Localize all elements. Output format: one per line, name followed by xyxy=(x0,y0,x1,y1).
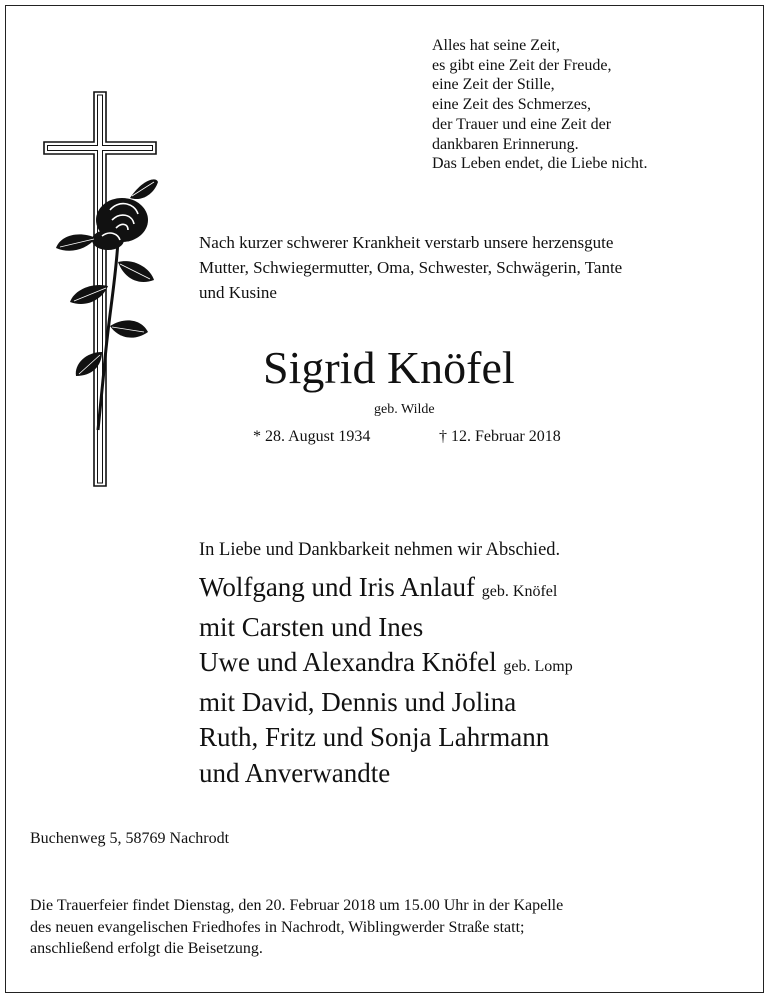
maiden-name: geb. Wilde xyxy=(374,402,435,417)
poem-line: es gibt eine Zeit der Freude, xyxy=(432,56,612,74)
mourner-name: mit David, Dennis und Jolina xyxy=(199,686,517,717)
mourner-line xyxy=(199,645,573,685)
service-line: des neuen evangelischen Friedhofes in Nachrodt, Wiblingwerder Straße statt; xyxy=(30,918,525,936)
service-info xyxy=(30,895,563,960)
mourner-line xyxy=(199,685,573,721)
address: Buchenweg 5, 58769 Nachrodt xyxy=(30,830,230,847)
poem-line: eine Zeit der Stille, xyxy=(432,76,555,94)
poem xyxy=(432,36,647,174)
mourner-name: und Anverwandte xyxy=(199,757,391,788)
mourner-line xyxy=(199,720,573,756)
mourner-line xyxy=(199,756,573,792)
mourner-note: geb. Lomp xyxy=(503,658,573,675)
death-date: † 12. Februar 2018 xyxy=(439,428,561,445)
intro-line: Nach kurzer schwerer Krankheit verstarb unsere herzensgute xyxy=(199,233,614,252)
poem-line: der Trauer und eine Zeit der xyxy=(432,115,612,133)
service-line: Die Trauerfeier findet Dienstag, den 20. Februar 2018 um 15.00 Uhr in der Kapelle xyxy=(30,897,564,914)
deceased-name: Sigrid Knöfel xyxy=(263,342,515,393)
intro-text xyxy=(199,230,739,305)
service-line: anschließend erfolgt die Beisetzung. xyxy=(30,940,263,957)
mourner-name: Wolfgang und Iris Anlauf xyxy=(199,572,476,602)
farewell-line: In Liebe und Dankbarkeit nehmen wir Abschied. xyxy=(199,540,561,560)
mourner-line xyxy=(199,610,573,646)
birth-date: * 28. August 1934 xyxy=(253,428,371,445)
mourner-note: geb. Knöfel xyxy=(481,583,558,600)
intro-line: und Kusine xyxy=(199,283,277,302)
poem-line: eine Zeit des Schmerzes, xyxy=(432,96,592,114)
cross-with-rose-icon xyxy=(38,90,178,490)
poem-line: dankbaren Erinnerung. xyxy=(432,135,579,153)
poem-line: Das Leben endet, die Liebe nicht. xyxy=(432,155,648,173)
mourner-name: Ruth, Fritz und Sonja Lahrmann xyxy=(199,722,550,752)
mourner-name: mit Carsten und Ines xyxy=(199,611,424,642)
mourner-name: Uwe und Alexandra Knöfel xyxy=(199,647,497,677)
mourners-list xyxy=(199,570,573,791)
intro-line: Mutter, Schwiegermutter, Oma, Schwester, Schwägerin, Tante xyxy=(199,258,623,277)
mourner-line xyxy=(199,570,573,610)
poem-line: Alles hat seine Zeit, xyxy=(432,37,560,54)
